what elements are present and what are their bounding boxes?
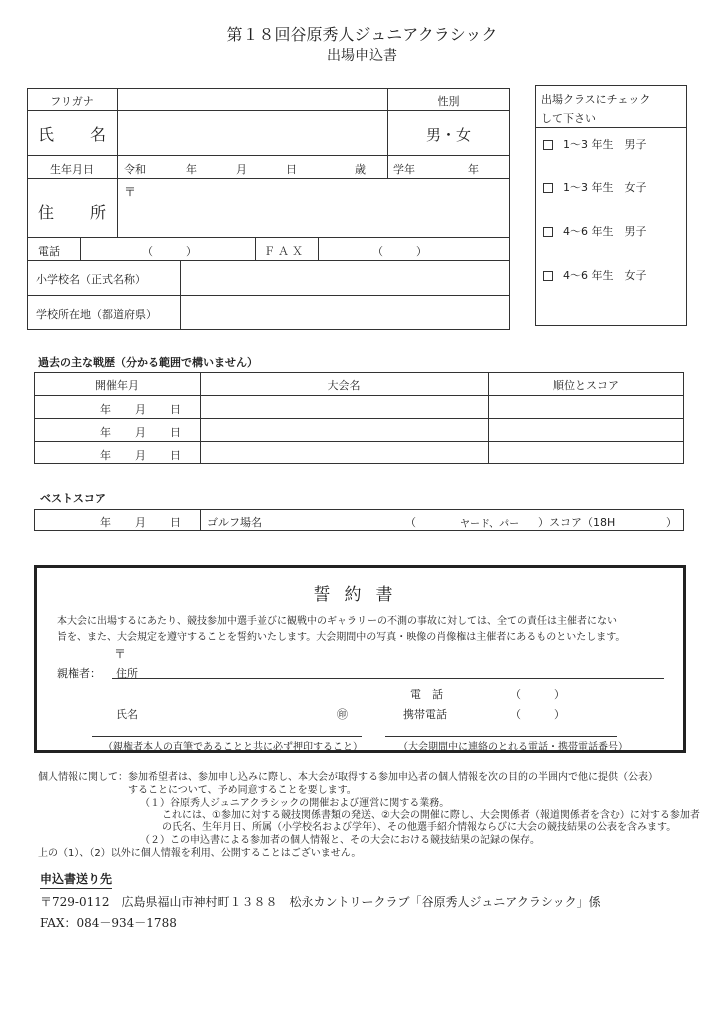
privacy-line-5: の氏名、生年月日、所属（小学校名および学年）、その他選手紹介情報ならびに大会の競技結果の公表を含みます。 — [162, 822, 677, 833]
school-name-field[interactable] — [181, 261, 509, 294]
yard-par-label: ヤード、パー — [460, 519, 520, 530]
best-score-day: 日 — [170, 516, 181, 529]
privacy-line-2: することについて、予め同意することを要します。 — [128, 785, 357, 796]
page-title: 第１８回谷原秀人ジュニアクラシック — [226, 25, 498, 44]
guardian-mobile-field[interactable]: （ ） — [510, 708, 565, 721]
pledge-title: 誓約書 — [313, 585, 407, 605]
best-score-year: 年 — [100, 516, 111, 529]
gender-options[interactable]: 男・女 — [425, 126, 471, 144]
grade-label: 学年 — [393, 163, 415, 176]
name-label: 氏 名 — [37, 125, 116, 144]
guardian-name-label: 氏名 — [116, 708, 138, 721]
school-location-label: 学校所在地（都道府県） — [36, 308, 157, 321]
history-col-date: 開催年月 — [95, 379, 139, 392]
pledge-note-left: （親権者本人の直筆であることと共に必ず押印すること） — [103, 742, 363, 753]
guardian-phone-label: 電 話 — [410, 688, 443, 701]
guardian-mobile-label: 携帯電話 — [403, 708, 447, 721]
guardian-name-line[interactable] — [92, 722, 362, 737]
pledge-postal-mark: 〒 — [114, 647, 127, 661]
checkbox-icon — [543, 271, 553, 281]
phone-label: 電話 — [38, 245, 60, 258]
age-label: 歳 — [355, 163, 366, 176]
class-option-2[interactable]: 1〜3 年生 女子 — [543, 179, 647, 195]
dob-label: 生年月日 — [50, 163, 94, 176]
postal-mark: 〒 — [124, 185, 137, 199]
seal-icon: ㊞ — [337, 708, 348, 721]
history-heading: 過去の主な戦歴（分かる範囲で構いません） — [38, 356, 258, 369]
class-option-4[interactable]: 4〜6 年生 女子 — [543, 267, 647, 283]
class-box-header-2: して下さい — [541, 112, 596, 125]
class-option-1[interactable]: 1〜3 年生 男子 — [543, 136, 647, 152]
best-score-heading: ベストスコア — [40, 492, 106, 505]
dob-month: 月 — [236, 163, 247, 176]
guardian-address-field[interactable] — [112, 664, 664, 679]
privacy-line-7: 上の（1）、（2）以外に個人情報を利用、公開することはございません。 — [38, 848, 362, 859]
name-field[interactable] — [118, 111, 386, 154]
table-row[interactable]: 年 月 日 — [100, 403, 181, 416]
address-field[interactable] — [118, 179, 509, 236]
school-location-field[interactable] — [181, 296, 509, 329]
golf-course-label: ゴルフ場名 — [207, 516, 262, 529]
pledge-note-right: （大会期間中に連絡のとれる電話・携帯電話番号） — [398, 742, 628, 753]
table-row[interactable]: 年 月 日 — [100, 449, 181, 462]
phone-field[interactable]: （ ） — [142, 245, 197, 258]
table-row[interactable]: 年 月 日 — [100, 426, 181, 439]
privacy-line-3: （１）谷原秀人ジュニアクラシックの開催および運営に関する業務。 — [140, 798, 450, 809]
privacy-line-1: 個人情報に関して：参加希望者は、参加申し込みに際し、本大会が取得する参加申込者の個人情報を次の目的の半囲内で他に提供（公表） — [38, 772, 658, 783]
gender-label: 性別 — [437, 95, 460, 108]
privacy-line-6: （２）この申込書による参加者の個人情報と、その大会における競技結果の記録の保存。 — [140, 835, 540, 846]
history-col-event: 大会名 — [327, 379, 361, 392]
best-score-month: 月 — [135, 516, 146, 529]
furigana-field[interactable] — [118, 89, 386, 109]
paren-open: （ — [405, 516, 416, 529]
guardian-phone-field[interactable]: （ ） — [510, 688, 565, 701]
class-option-3[interactable]: 4〜6 年生 男子 — [543, 223, 647, 239]
dob-day: 日 — [286, 163, 297, 176]
dob-year: 年 — [186, 163, 197, 176]
dob-era: 令和 — [124, 163, 146, 176]
checkbox-icon — [543, 140, 553, 150]
class-box-header-1: 出場クラスにチェック — [541, 93, 651, 106]
fax-label: ＦＡＸ — [264, 245, 306, 258]
fax-field[interactable]: （ ） — [372, 245, 427, 258]
paren-close: ） — [666, 516, 677, 529]
guardian-phone-line — [385, 722, 617, 737]
send-to-heading: 申込書送り先 — [40, 870, 112, 889]
score-label: ）スコア（18H — [538, 516, 616, 529]
pledge-text-1: 本大会に出場するにあたり、競技参加中選手並びに観戦中のギャラリーの不測の事故に対しては、全ての責任は主催者にない — [57, 616, 617, 627]
send-to-fax: FAX：084－934－1788 — [40, 916, 177, 930]
checkbox-icon — [543, 183, 553, 193]
school-name-label: 小学校名（正式名称） — [36, 273, 146, 286]
address-label: 住 所 — [37, 203, 116, 222]
guardian-address-label: 住所 — [116, 667, 138, 680]
privacy-line-4: これには、①参加に対する競技関係書類の発送、②大会の開催に際し、大会関係者（報道関係者を含む）に対する参加者 — [162, 810, 700, 821]
send-to-address: 〒729-0112 広島県福山市神村町１３８８ 松永カントリークラブ「谷原秀人ジュニアクラシック」係 — [40, 895, 601, 909]
grade-suffix: 年 — [468, 163, 479, 176]
furigana-label: フリガナ — [50, 95, 94, 108]
guardian-label: 親権者： — [57, 667, 101, 680]
history-col-rank: 順位とスコア — [553, 379, 619, 392]
page-subtitle: 出場申込書 — [327, 48, 397, 64]
pledge-text-2: 旨を、また、大会規定を遵守することを誓約いたします。大会期間中の写真・映像の肖像権は主催者にあるものといたします。 — [57, 632, 626, 643]
checkbox-icon — [543, 227, 553, 237]
